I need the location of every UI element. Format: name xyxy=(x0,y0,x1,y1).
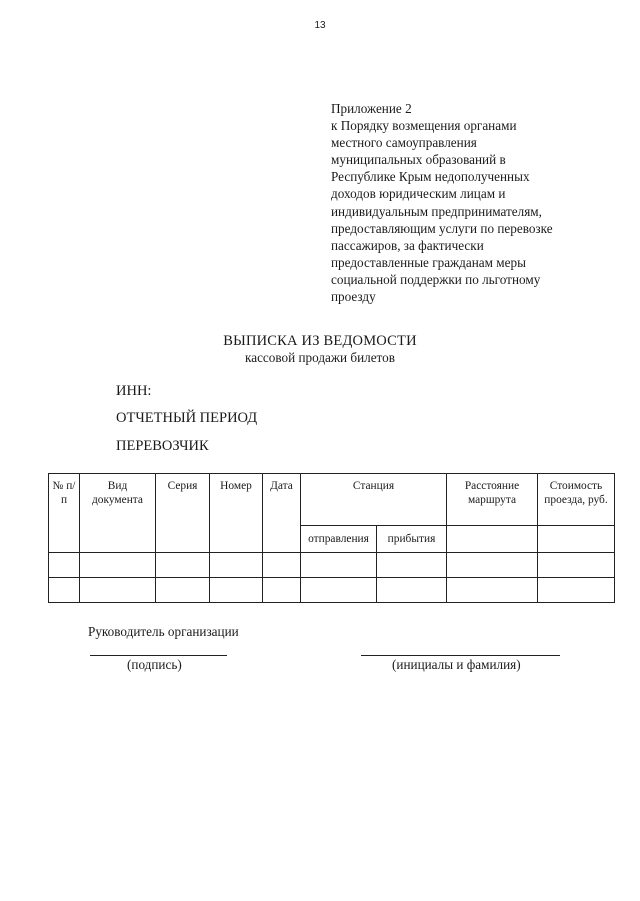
col-header-doc-type: Вид документа xyxy=(80,474,156,553)
col-header-arrival: прибытия xyxy=(377,526,447,553)
carrier-field xyxy=(116,438,209,455)
col-header-distance-blank xyxy=(447,526,538,553)
table-cell[interactable] xyxy=(538,578,615,603)
col-header-series: Серия xyxy=(156,474,210,553)
document-title: ВЫПИСКА ИЗ ВЕДОМОСТИ xyxy=(223,333,417,349)
table-row xyxy=(49,553,615,578)
col-header-departure: отправления xyxy=(301,526,377,553)
appendix-line: индивидуальным предпринимателям, xyxy=(331,203,542,219)
col-header-distance: Расстояние маршрута xyxy=(447,474,538,526)
col-header-cost-blank xyxy=(538,526,615,553)
name-line[interactable] xyxy=(361,655,560,656)
table-cell[interactable] xyxy=(210,553,263,578)
col-header-num: № п/п xyxy=(49,474,80,553)
table-row xyxy=(49,578,615,603)
table-cell[interactable] xyxy=(538,553,615,578)
table-cell[interactable] xyxy=(447,578,538,603)
sales-table xyxy=(48,473,615,603)
appendix-line: муниципальных образований в xyxy=(331,152,506,168)
appendix-line: Республике Крым недополученных xyxy=(331,169,530,185)
appendix-line: местного самоуправления xyxy=(331,135,477,151)
appendix-line: пассажиров, за фактически xyxy=(331,237,484,253)
inn-label: ИНН: xyxy=(116,383,152,399)
table-cell[interactable] xyxy=(49,553,80,578)
table-cell[interactable] xyxy=(156,553,210,578)
appendix-line: предоставляющим услуги по перевозке xyxy=(331,220,553,236)
page-number: 13 xyxy=(314,20,326,31)
table-cell[interactable] xyxy=(49,578,80,603)
table-cell[interactable] xyxy=(80,553,156,578)
table-cell[interactable] xyxy=(377,553,447,578)
table-cell[interactable] xyxy=(263,578,301,603)
inn-field xyxy=(116,383,151,400)
carrier-label: ПЕРЕВОЗЧИК xyxy=(116,438,209,454)
appendix-line: Приложение 2 xyxy=(331,101,412,116)
head-of-organization-label: Руководитель организации xyxy=(88,624,239,639)
appendix-line: социальной поддержки по льготному xyxy=(331,271,541,287)
signature-line[interactable] xyxy=(90,655,227,656)
name-caption: (инициалы и фамилия) xyxy=(392,657,521,672)
appendix-line: проезду xyxy=(331,289,376,305)
document-subtitle: кассовой продажи билетов xyxy=(245,350,395,365)
appendix-line: доходов юридическим лицам и xyxy=(331,186,506,202)
col-header-station: Станция xyxy=(301,474,447,526)
table-cell[interactable] xyxy=(263,553,301,578)
table-cell[interactable] xyxy=(80,578,156,603)
table-cell[interactable] xyxy=(301,553,377,578)
signature-caption: (подпись) xyxy=(127,657,182,672)
period-field xyxy=(116,410,257,427)
table-cell[interactable] xyxy=(156,578,210,603)
table-cell[interactable] xyxy=(210,578,263,603)
col-header-number: Номер xyxy=(210,474,263,553)
table-cell[interactable] xyxy=(301,578,377,603)
period-label: ОТЧЕТНЫЙ ПЕРИОД xyxy=(116,410,258,426)
col-header-cost: Стоимость проезда, руб. xyxy=(538,474,615,526)
appendix-line: к Порядку возмещения органами xyxy=(331,118,517,134)
appendix-line: предоставленные гражданам меры xyxy=(331,254,526,270)
col-header-date: Дата xyxy=(263,474,301,553)
appendix-note xyxy=(331,100,611,305)
table-cell[interactable] xyxy=(377,578,447,603)
table-cell[interactable] xyxy=(447,553,538,578)
table-header-row xyxy=(49,474,615,526)
